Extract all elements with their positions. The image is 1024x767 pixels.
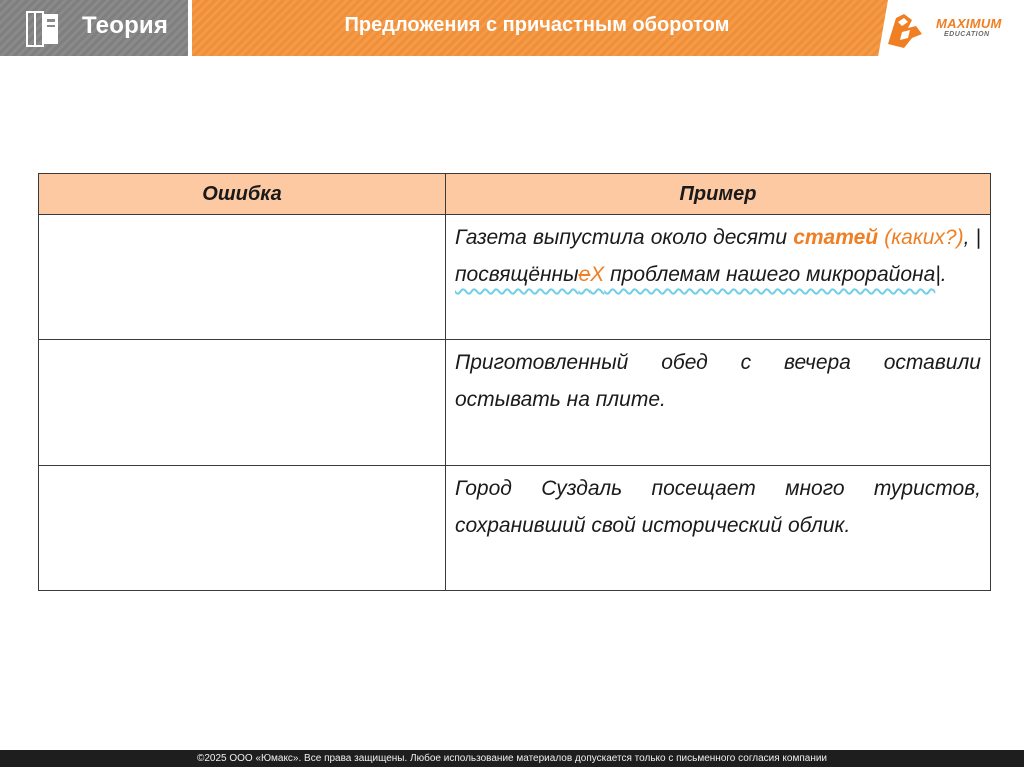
- header-bar: [0, 0, 1024, 56]
- example-cell: [446, 340, 991, 466]
- participial-phrase: [455, 263, 935, 286]
- table-header-row: [39, 174, 991, 215]
- example-text: [455, 219, 981, 293]
- book-icon: [24, 9, 64, 49]
- example-text: Город Суздаль посещает много туристов, сохранивший свой исторический облик.: [455, 477, 981, 537]
- section-label: Теория: [82, 12, 169, 39]
- error-cell: [39, 215, 446, 340]
- column-header-error: Ошибка: [39, 174, 446, 215]
- participle-dependents: проблемам нашего микрорайона: [604, 263, 936, 286]
- example-cell: [446, 215, 991, 340]
- example-cell: [446, 466, 991, 591]
- table-row: [39, 215, 991, 340]
- error-cell: [39, 340, 446, 466]
- example-text-part: |.: [935, 263, 947, 286]
- participle-stem: посвящённы: [455, 263, 579, 286]
- table-row: [39, 340, 991, 466]
- corrected-ending: Х: [590, 263, 605, 286]
- column-header-example: Пример: [446, 174, 991, 215]
- logo-subtitle: EDUCATION: [944, 31, 990, 38]
- company-logo: [878, 6, 1024, 52]
- struck-ending: е: [578, 263, 591, 286]
- logo-name: MAXIMUM: [936, 16, 1002, 31]
- error-example-table: [38, 173, 991, 591]
- example-text-part: , |: [963, 226, 981, 249]
- highlighted-noun: статей: [793, 226, 879, 249]
- highlighted-question: (каких?): [884, 226, 964, 249]
- error-cell: [39, 466, 446, 591]
- maximum-logo-icon: [882, 8, 934, 52]
- example-text-part: Газета выпустила около десяти: [455, 226, 794, 249]
- footer-copyright: ©2025 ООО «Юмакс». Все права защищены. Любое использование материалов допускается только с письменного согласия компании: [0, 750, 1024, 767]
- table-row: [39, 466, 991, 591]
- page-title: Предложения с причастным оборотом: [344, 14, 730, 36]
- example-text: Приготовленный обед с вечера оставили остывать на плите.: [455, 351, 981, 411]
